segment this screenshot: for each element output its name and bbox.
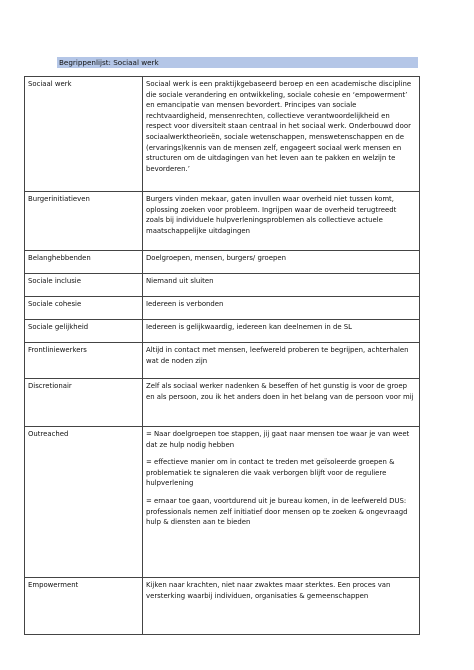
definition-cell: [143, 251, 420, 274]
definition-text: = effectieve manier om in contact te treden met geïsoleerde groepen & problematiek te signaleren die vaak verborgen blijft voor de reguliere hulpverlening: [146, 458, 395, 488]
table-row: [25, 274, 420, 297]
document-title: Begrippenlijst: Sociaal werk: [57, 57, 418, 68]
definition-cell: [143, 427, 420, 578]
definition-text: Burgers vinden mekaar, gaten invullen waar overheid niet tussen komt, oplossing zoeken voor probleem. Ingrijpen waar de overheid terugtreedt zoals bij individuele hulpverleningsproblemen als collectieve actuele maatschappelijke uitdagingen: [146, 195, 397, 235]
glossary-table: [24, 76, 420, 635]
definition-cell: [143, 192, 420, 251]
term-cell: Empowerment: [25, 578, 143, 635]
table-row: [25, 320, 420, 343]
definition-text: = Naar doelgroepen toe stappen, jij gaat naar mensen toe waar je van weet dat ze hulp nodig hebben: [146, 430, 410, 449]
table-row: [25, 297, 420, 320]
term-cell: Sociaal werk: [25, 77, 143, 192]
table-row: [25, 427, 420, 578]
table-row: [25, 343, 420, 379]
definition-text: Zelf als sociaal werker nadenken & beseffen of het gunstig is voor de groep en als persoon, zou ik het anders doen in het belang van de persoon voor mij: [146, 382, 414, 401]
term-cell: Frontliniewerkers: [25, 343, 143, 379]
term-cell: Belanghebbenden: [25, 251, 143, 274]
term-cell: Sociale cohesie: [25, 297, 143, 320]
glossary-body: [25, 77, 420, 635]
definition-text: Niemand uit sluiten: [146, 277, 214, 285]
term-cell: Discretionair: [25, 379, 143, 427]
definition-cell: [143, 297, 420, 320]
definition-cell: [143, 379, 420, 427]
term-cell: Sociale inclusie: [25, 274, 143, 297]
definition-cell: [143, 77, 420, 192]
table-row: [25, 77, 420, 192]
definition-cell: [143, 320, 420, 343]
definition-cell: [143, 274, 420, 297]
definition-text: Iedereen is verbonden: [146, 300, 224, 308]
definition-text: Altijd in contact met mensen, leefwereld proberen te begrijpen, achterhalen wat de noden zijn: [146, 346, 409, 365]
definition-text: Doelgroepen, mensen, burgers/ groepen: [146, 254, 286, 262]
table-row: [25, 192, 420, 251]
definition-text: = ernaar toe gaan, voortdurend uit je bureau komen, in de leefwereld DUS: professionals nemen zelf initiatief door mensen op te zoeken & ongevraagd hulp & diensten aan te bieden: [146, 496, 408, 527]
definition-text: Kijken naar krachten, niet naar zwaktes maar sterktes. Een proces van versterking waarbij individuen, organisaties & gemeenschappen: [146, 581, 391, 600]
definition-cell: [143, 578, 420, 635]
term-cell: Sociale gelijkheid: [25, 320, 143, 343]
term-cell: Outreached: [25, 427, 143, 578]
table-row: [25, 251, 420, 274]
definition-text: Sociaal werk is een praktijkgebaseerd beroep en een academische discipline die sociale verandering en ontwikkeling, sociale cohesie en ‘empowerment’ en emancipatie van mensen bevordert. Principes van sociale rechtvaardigheid, mensenrechten, collectieve verantwoordelijkheid en respect voor diversiteit staan centraal in het sociaal werk. Onderbouwd door sociaalwerktheorieën, sociale wetenschappen, menswetenschappen en de (ervarings)kennis van de mensen zelf, engageert sociaal werk mensen en structuren om de uitdagingen van het leven aan te pakken en welzijn te bevorderen.’: [146, 80, 412, 173]
table-row: [25, 578, 420, 635]
definition-cell: [143, 343, 420, 379]
definition-text: Iedereen is gelijkwaardig, iedereen kan deelnemen in de SL: [146, 323, 352, 331]
table-row: [25, 379, 420, 427]
term-cell: Burgerinitiatieven: [25, 192, 143, 251]
